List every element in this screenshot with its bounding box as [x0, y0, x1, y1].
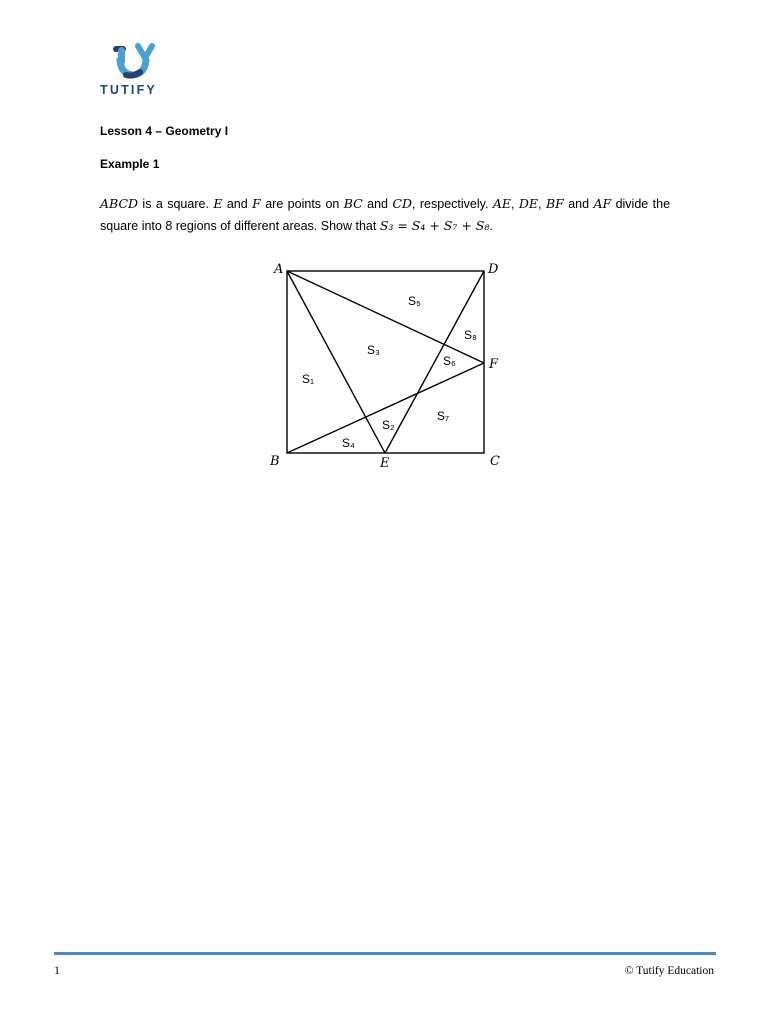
region-s2: S₂ [382, 418, 395, 432]
math-equation: S₃ = S₄ + S₇ + S₈ [379, 218, 490, 233]
problem-text: and [563, 197, 594, 211]
footer-divider [54, 952, 716, 955]
problem-text: is a square. [138, 197, 214, 211]
vertex-e: E [380, 456, 390, 471]
region-s5: S₅ [408, 294, 421, 308]
vertex-c: C [490, 454, 500, 469]
math-e: E [213, 196, 223, 211]
region-s4: S₄ [342, 436, 355, 450]
problem-text: , [538, 197, 546, 211]
segment-ae [287, 271, 385, 453]
vertex-a: A [274, 262, 284, 277]
logo-text: TUTIFY [100, 83, 157, 97]
page-number: 1 [54, 963, 60, 977]
problem-text: are points on [260, 197, 344, 211]
example-title: Example 1 [100, 157, 160, 171]
segment-bf [287, 363, 484, 453]
math-bf: BF [545, 196, 564, 211]
region-s3: S₃ [367, 343, 380, 357]
problem-text: and [362, 197, 393, 211]
math-abcd: ABCD [100, 196, 139, 211]
math-ae: AE [492, 196, 511, 211]
segment-af [287, 271, 484, 363]
problem-text: . [489, 219, 493, 233]
region-s6: S₆ [443, 354, 456, 368]
vertex-d: D [488, 262, 499, 277]
lesson-title: Lesson 4 – Geometry I [100, 124, 229, 138]
math-bc: BC [343, 196, 363, 211]
problem-text: , respectively. [412, 197, 493, 211]
segment-de [385, 271, 484, 453]
region-s7: S₇ [437, 409, 450, 423]
problem-text: , [511, 197, 519, 211]
problem-text: and [222, 197, 253, 211]
vertex-b: B [270, 454, 280, 469]
math-de: DE [518, 196, 539, 211]
region-s8: S₈ [464, 328, 477, 342]
vertex-f: F [489, 357, 499, 372]
problem-text: divide the square into 8 regions of different areas. Show that [100, 197, 671, 233]
math-cd: CD [392, 196, 413, 211]
region-s1: S₁ [302, 372, 315, 386]
geometry-figure [260, 255, 520, 475]
math-af: AF [593, 196, 612, 211]
copyright-text: © Tutify Education [624, 965, 714, 977]
math-f: F [252, 196, 261, 211]
problem-statement [100, 193, 670, 237]
